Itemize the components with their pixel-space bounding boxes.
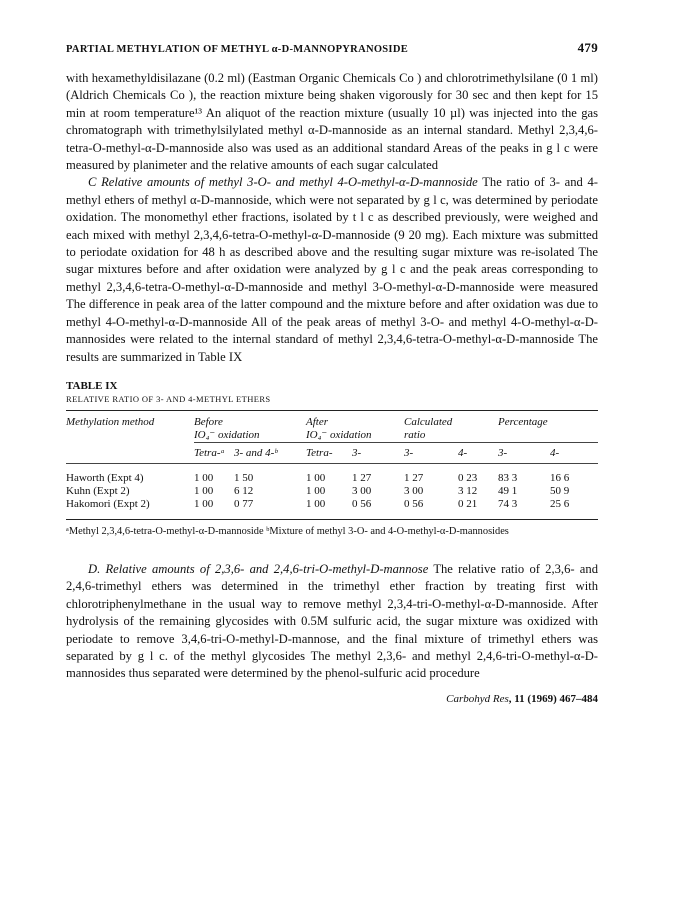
cell-after-tetra: 1 00 [306,497,326,510]
col-calc-label: Calculated [404,415,453,428]
cell-before-tetra: 1 00 [194,497,214,510]
table-body [66,463,598,519]
cell-calc-3: 0 56 [404,497,424,510]
row-method: Hakomori (Expt 2) [66,497,150,510]
cell-pct-4: 50 9 [550,484,570,497]
cell-calc-3: 1 27 [404,471,424,484]
cell-pct-4: 16 6 [550,471,570,484]
subheader-tetra: Tetra- [306,442,352,463]
ratio-table [66,410,598,519]
section-c-heading: C Relative amounts of methyl 3-O- and methyl 4-O-methyl-α-D-mannoside [88,175,478,190]
section-c-paragraph [66,174,598,365]
col-after-header [306,410,404,442]
page-number: 479 [577,40,598,55]
section-d-body: The relative ratio of 2,3,6- and 2,4,6-trimethyl ethers was determined in the trimethyl ether fraction by treating first with chlorotriphenylmethane in the usual way to remove methyl 2,3,4-tri-O-methyl-α-D-mannoside. After hydrolysis of the remaining glycosides with 0.5M sulfuric acid, the sugar mixture was oxidized with periodate to remove 3,4,6-tri-O-methyl-D-mannose, and the final mixture of trimethyl ethers was separated by g l c. of the methyl glycosides The methyl 2,3,6- and methyl 2,4,6-tri-O-methyl-α-D-mannosides thus separated were determined by the phenol-sulfuric acid procedure [66,561,598,681]
cell-after-3: 0 56 [352,497,372,510]
col-after-label: After [306,415,328,428]
subheader-3-after: 3- [352,442,404,463]
cell-before-34: 0 77 [234,497,254,510]
col-method-header: Methylation method [66,415,155,428]
section-c-body: The ratio of 3- and 4-methyl ethers of methyl α-D-mannoside, which were not separated by g l c, was determined by periodate oxidation. The monomethyl ether fractions, isolated by t l c as described previously, were weighed and each mixed with methyl 2,3,4,6-tetra-O-methyl-α-D-mannoside (9 20 mg). Each mixture was submitted to periodate oxidation for 48 h as described above and the resulting sugar mixture was re-isolated The sugar mixtures before and after oxidation were analyzed by g l c and the peak areas corresponding to methyl 2,3,4,6-tetra-O-methyl-α-D-mannoside and methyl 3-O-methyl-α-D-mannoside were measured The difference in peak area of the latter compound and the mixture before and after oxidation was due to methyl 4-O-methyl-α-D-mannoside All of the peak areas of methyl 3-O- and methyl 4-O-methyl-α-D-mannosides were related to the internal standard of methyl 2,3,4,6-tetra-O-methyl-α-D-mannoside The results are summarized in Table IX [66,175,598,364]
row-method: Kuhn (Expt 2) [66,484,130,497]
subheader-3-and-4: 3- and 4-ᵇ [234,442,306,463]
col-before-header [194,410,306,442]
subheader-3-pct: 3- [498,442,550,463]
cell-pct-3: 49 1 [498,484,518,497]
journal-citation: , 11 (1969) 467–484 [508,692,598,705]
table-title: TABLE IX [66,379,118,392]
journal-name: Carbohyd Res [446,692,509,705]
subheader-4-pct: 4- [550,442,598,463]
table-footnote: ᵃMethyl 2,3,4,6-tetra-O-methyl-α-D-mannoside ᵇMixture of methyl 3-O- and 4-O-methyl-α-D-mannosides [66,525,509,537]
col-before-sublabel: IO₄⁻ oxidation [194,428,260,441]
cell-before-tetra: 1 00 [194,471,214,484]
subheader-3-calc: 3- [404,442,458,463]
cell-after-3: 1 27 [352,471,372,484]
cell-before-34: 6 12 [234,484,254,497]
table-row [66,485,598,498]
cell-pct-3: 74 3 [498,497,518,510]
subheader-tetra-a: Tetra-ᵃ [194,442,234,463]
cell-calc-4: 0 21 [458,497,478,510]
running-head-title: PARTIAL METHYLATION OF METHYL α-D-MANNOPYRANOSIDE [66,44,409,55]
section-d-heading: D. Relative amounts of 2,3,6- and 2,4,6-tri-O-methyl-D-mannose [88,561,429,576]
table-header-row [66,410,598,442]
col-before-label: Before [194,415,223,428]
cell-pct-3: 83 3 [498,471,518,484]
cell-before-tetra: 1 00 [194,484,214,497]
table-row [66,463,598,485]
table-bottom-rule [66,519,598,520]
cell-after-tetra: 1 00 [306,484,326,497]
cell-after-tetra: 1 00 [306,471,326,484]
section-d-paragraph [66,561,598,683]
table-subtitle: RELATIVE RATIO OF 3- AND 4-METHYL ETHERS [66,393,271,404]
subheader-4-calc: 4- [458,442,498,463]
cell-before-34: 1 50 [234,471,254,484]
col-after-sublabel: IO₄⁻ oxidation [306,428,372,441]
cell-calc-3: 3 00 [404,484,424,497]
table-row [66,498,598,519]
col-calc-sublabel: ratio [404,428,426,441]
running-head [66,40,598,56]
cell-pct-4: 25 6 [550,497,570,510]
intro-paragraph: with hexamethyldisilazane (0.2 ml) (Eastman Organic Chemicals Co ) and chlorotrimethylsilane (0 1 ml) (Aldrich Chemicals Co ), the reaction mixture being shaken vigorously for 30 sec and then kept for 15 min at room temperature¹³ An aliquot of the reaction mixture (usually 10 µl) was injected into the gas chromatograph with trimethylsilylated methyl α-D-mannoside as an internal standard. Methyl 2,3,4,6-tetra-O-methyl-α-D-mannoside also was used as an additional standard Areas of the peaks in g l c were measured by planimeter and the relative amounts of each sugar calculated [66,71,598,173]
cell-calc-4: 3 12 [458,484,478,497]
journal-page [66,40,598,705]
row-method: Haworth (Expt 4) [66,471,144,484]
journal-footer [66,693,598,705]
cell-after-3: 3 00 [352,484,372,497]
col-calc-header [404,410,498,442]
cell-calc-4: 0 23 [458,471,478,484]
col-pct-header: Percentage [498,415,548,428]
